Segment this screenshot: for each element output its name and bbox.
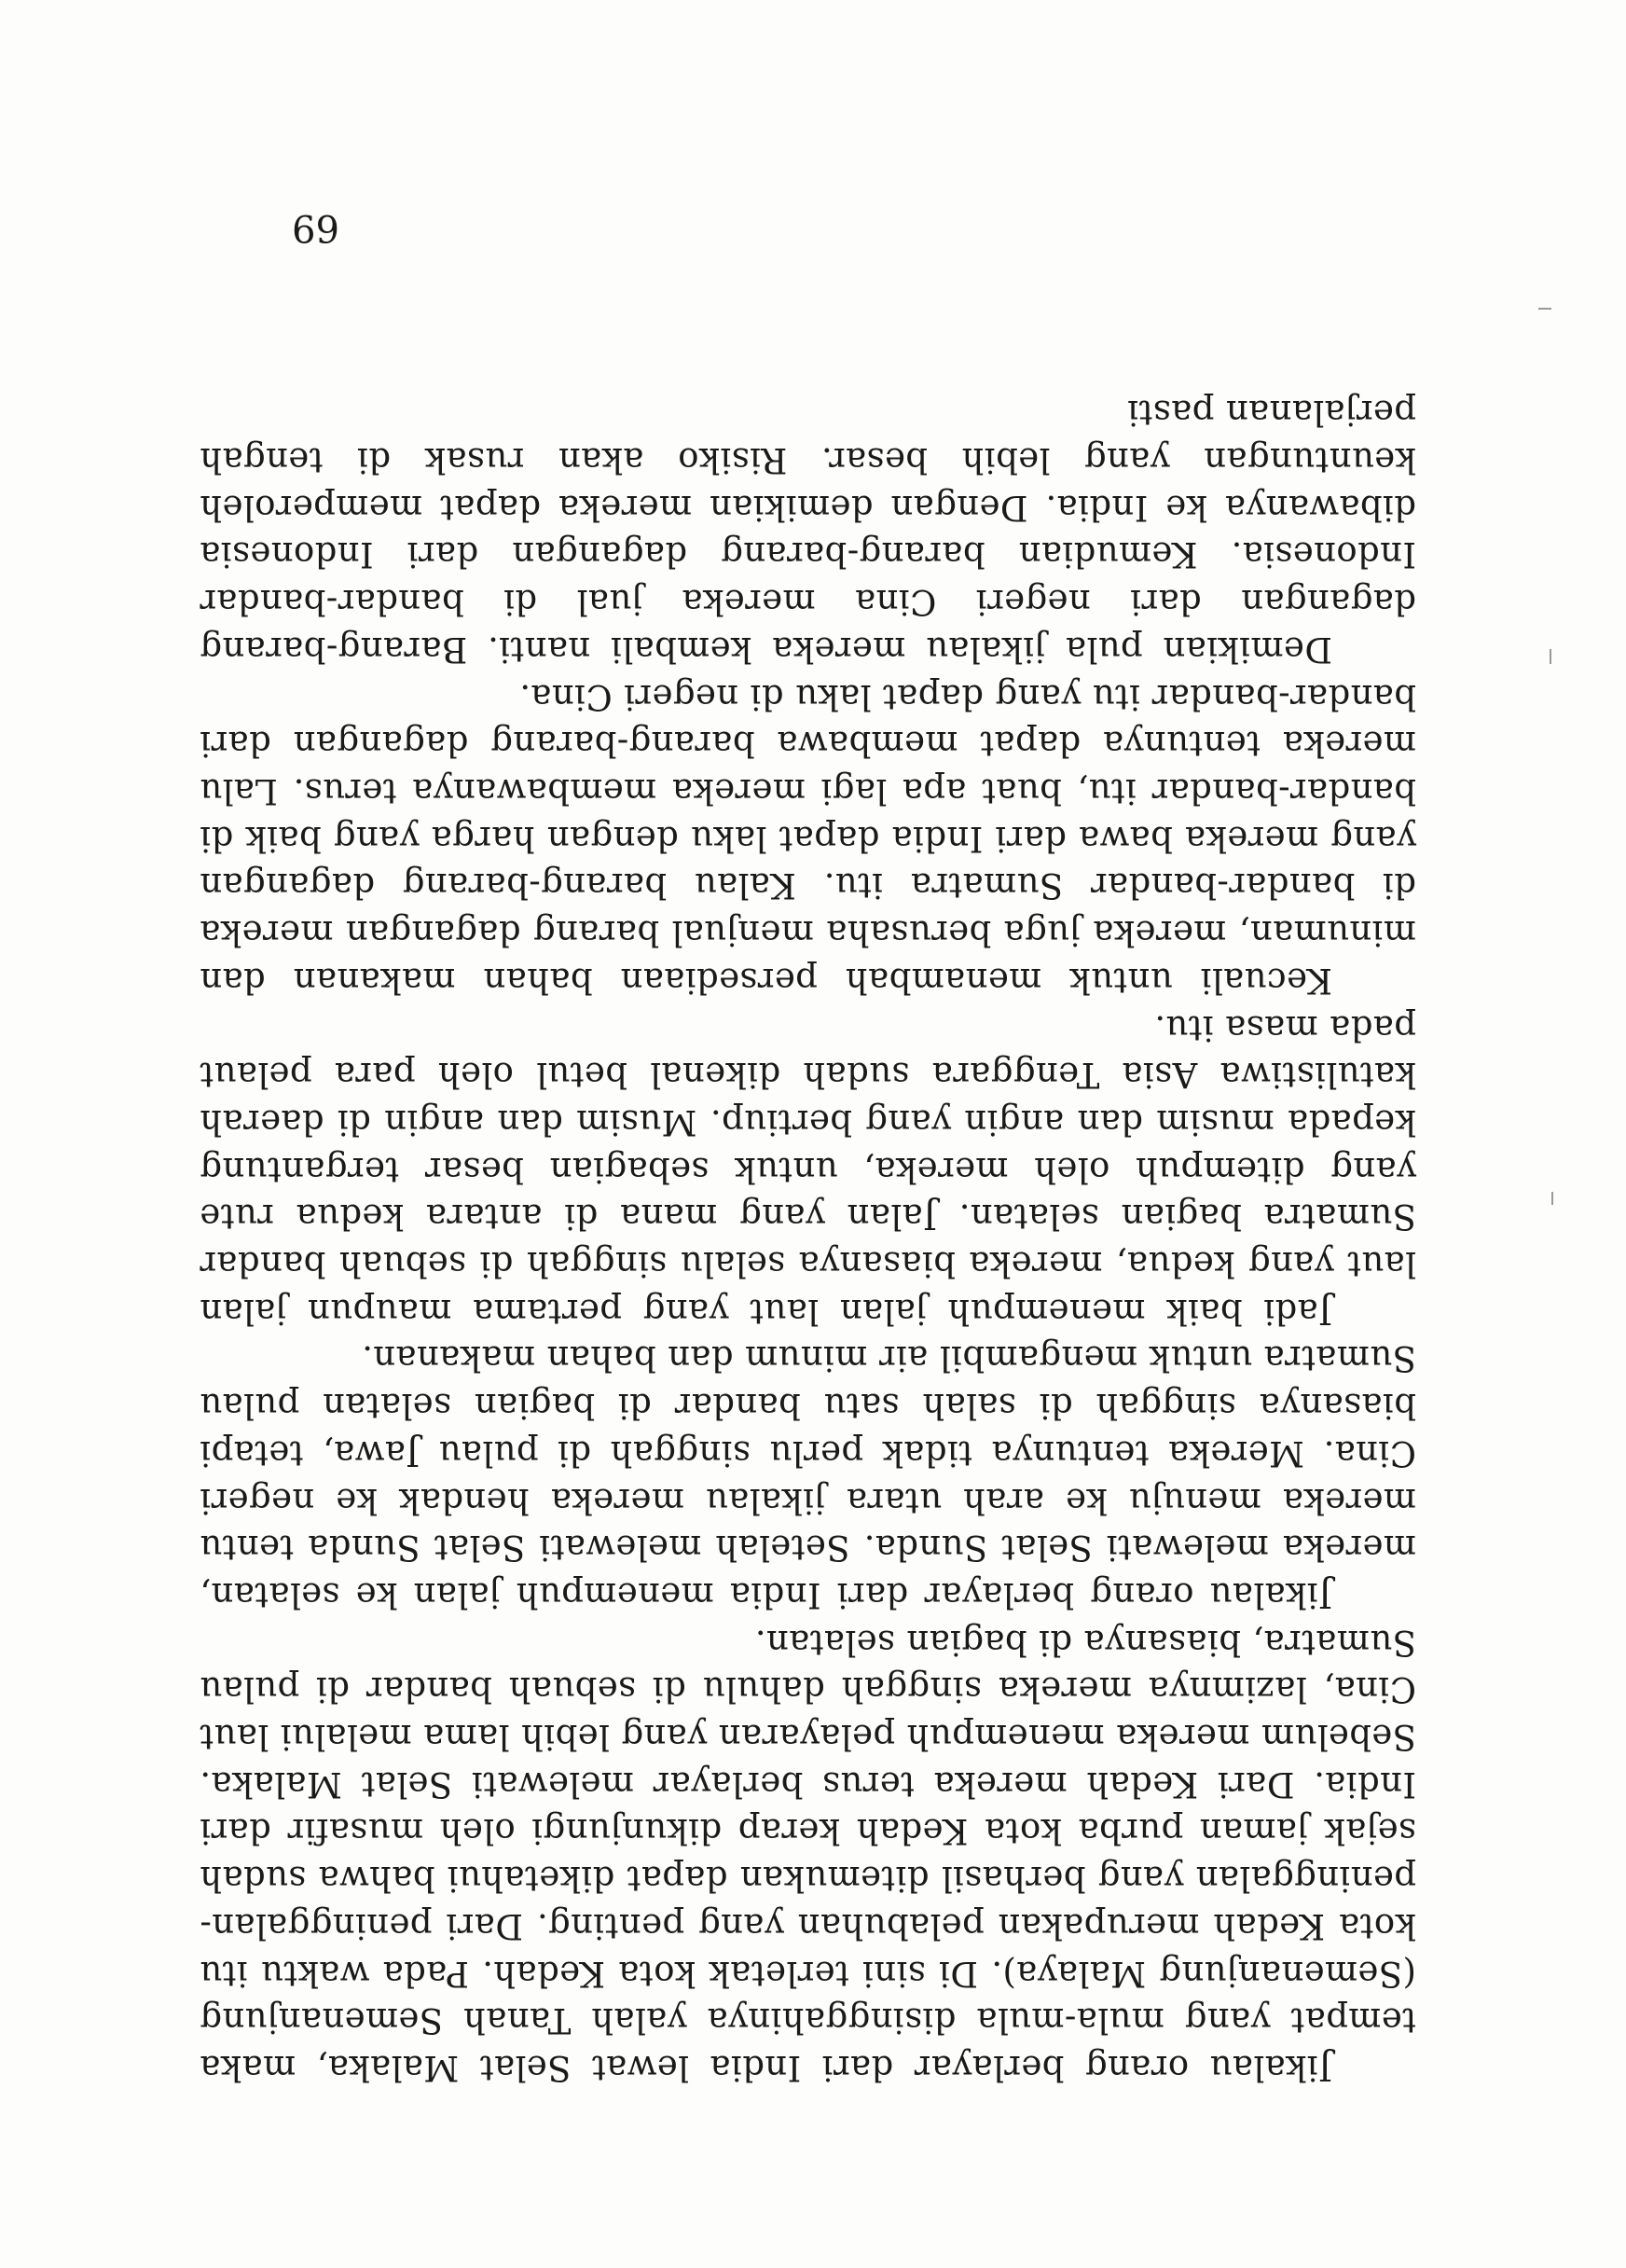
paragraph-4: Kecuali untuk menambah persediaan bahan makanan dan minuman, mereka juga berusaha menjual barang dagangan mereka di bandar-bandar Sumatra itu. Kalau barang-barang dagangan yang mereka bawa dari India dapat laku dengan harga yang baik di bandar-bandar itu, buat apa lagi mereka membawanya terus. Lalu mereka tentunya dapat membawa barang-barang dagangan dari bandar-bandar itu yang dapat laku di negeri Cina. [200,676,1416,1001]
paragraph-2: Jikalau orang berlayar dari India menempuh jalan ke selatan, mereka melewati Selat Sunda. Setelah melewati Selat Sunda tentu mereka menuju ke arah utara jikalau mereka hendak ke negeri Cina. Mereka tentunya tidak perlu singgah di pulau Jawa, tetapi biasanya singgah di salah satu bandar di bagian selatan pulau Sumatra untuk mengambil air minum dan bahan makanan. [200,1338,1416,1615]
margin-mark [1550,649,1551,664]
paragraph-5: Demikian pula jikalau mereka kembali nanti. Barang-barang dagangan dari negeri Cina mereka jual di bandar-bandar Indonesia. Kemudian barang-barang dagangan dari Indonesia dibawanya ke India. Dengan demikian mereka dapat memperoleh keuntungan yang lebih besar. Risiko akan rusak di tengah perjalanan pasti [200,393,1416,670]
margin-mark [1551,1192,1553,1205]
paragraph-1: Jikalau orang berlayar dari India lewat Selat Malaka, maka tempat yang mula-mula disinggahinya yalah Tanah Semenanjung (Semenanjung Malaya). Di sini terletak kota Kedah. Pada waktu itu kota Kedah merupakan pelabuhan yang penting. Dari peninggalan-peninggalan yang berhasil ditemukan dapat diketahui bahwa sudah sejak jaman purba kota Kedah kerap dikunjungi oleh musafir dari India. Dari Kedah mereka terus berlayar melewati Selat Malaka. Sebelum mereka menempuh pelayaran yang lebih lama melalui laut Cina, lazimnya mereka singgah dahulu di sebuah bandar di pulau Sumatra, biasanya di bagian selatan. [200,1622,1416,2088]
page-number: 69 [292,206,339,249]
margin-mark [1538,308,1551,310]
body-text [200,389,1416,2091]
paragraph-3: Jadi baik menempuh jalan laut yang pertama maupun jalan laut yang kedua, mereka biasanya selalu singgah di sebuah bandar Sumatra bagian selatan. Jalan yang mana di antara kedua rute yang ditempuh oleh mereka, untuk sebagian besar tergantung kepada musim dan angin yang bertiup. Musim dan angin di daerah katulistiwa Asia Tenggara sudah dikenal betul oleh para pelaut pada masa itu. [200,1007,1416,1332]
